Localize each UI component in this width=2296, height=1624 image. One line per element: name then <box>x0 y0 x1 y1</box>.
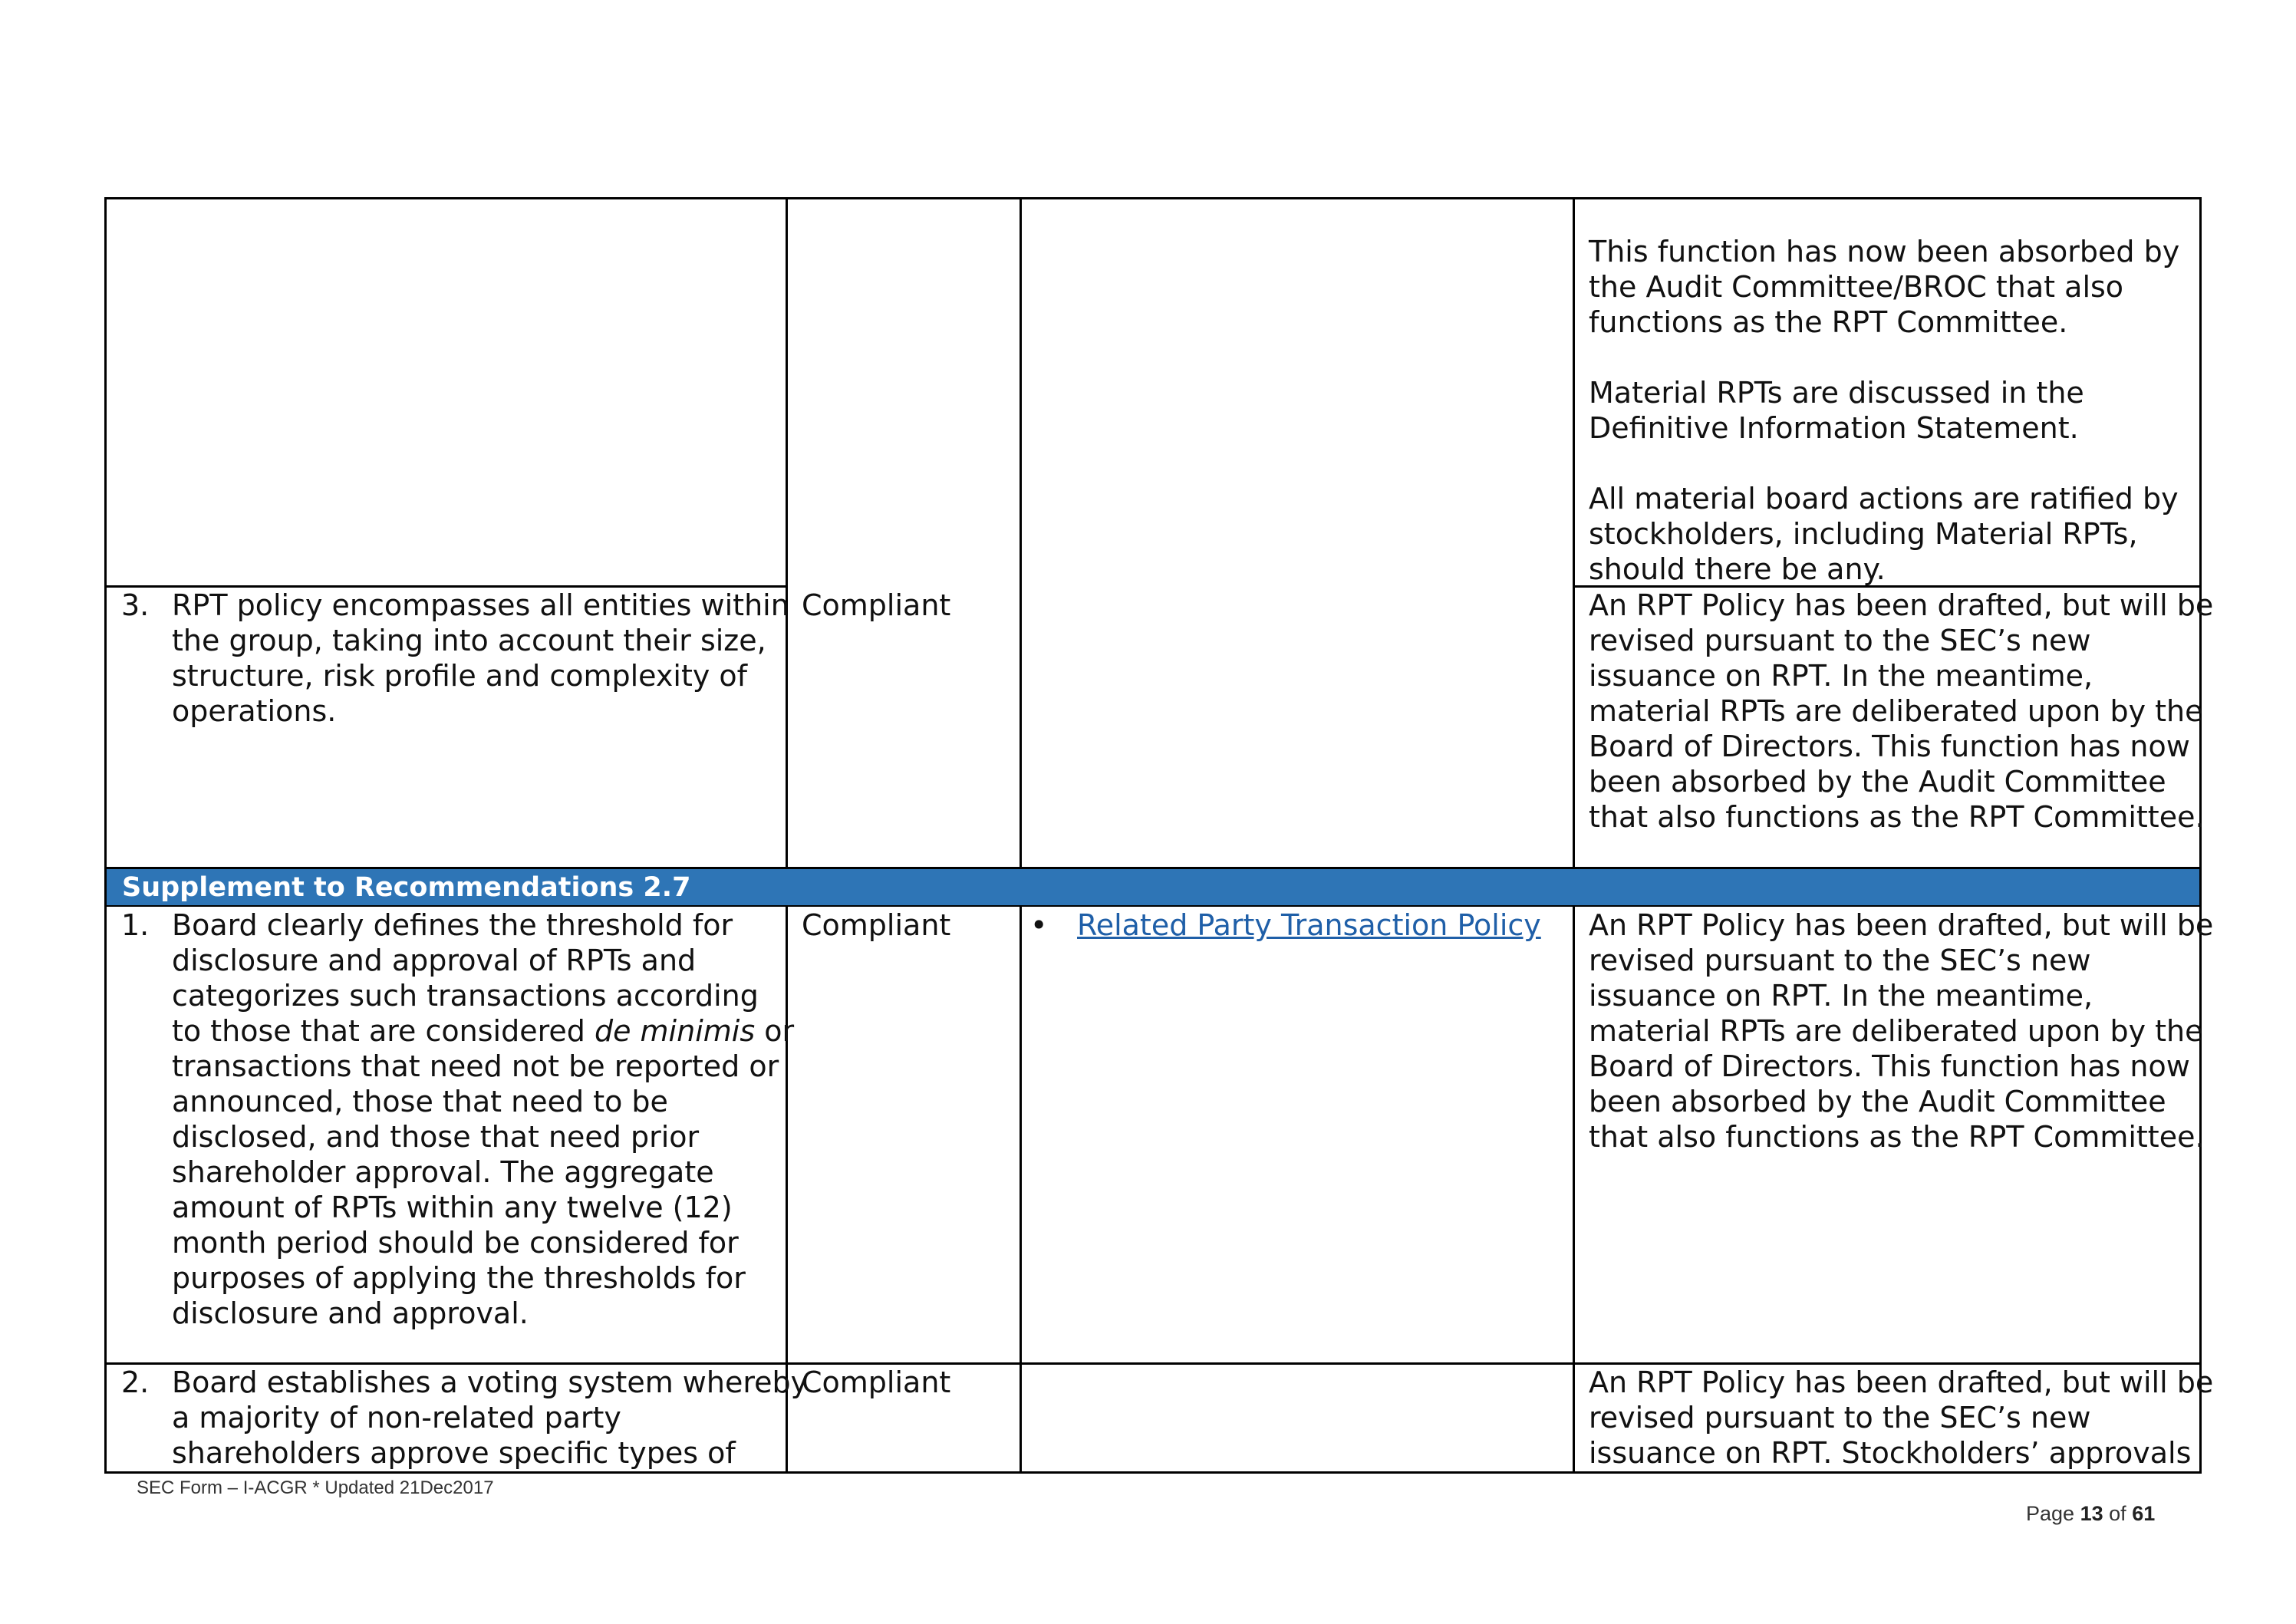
text-line: Board establishes a voting system whereby <box>172 1365 809 1399</box>
column-divider-1 <box>786 197 788 869</box>
text-line: that also functions as the RPT Committee. <box>1589 800 2205 834</box>
text-line: shareholders approve specific types of <box>172 1436 736 1470</box>
text-line: should there be any. <box>1589 552 1886 586</box>
text-line: revised pursuant to the SEC’s new <box>1589 944 2091 977</box>
text-line: material RPTs are deliberated upon by the <box>1589 1014 2203 1048</box>
section-header-band <box>107 869 2199 905</box>
compliance-status: Compliant <box>802 908 951 942</box>
text-line: disclosure and approval of RPTs and <box>172 944 697 977</box>
compliance-status: Compliant <box>802 588 951 622</box>
text-line: Material RPTs are discussed in the <box>1589 376 2084 410</box>
text-line: stockholders, including Material RPTs, <box>1589 517 2138 551</box>
item-text <box>172 908 794 1331</box>
column-divider-2 <box>1020 197 1022 869</box>
italic-term: de minimis <box>594 1014 756 1048</box>
table-border-left <box>104 197 107 1474</box>
bullet-icon: • <box>1030 908 1048 942</box>
text-line: transactions that need not be reported or <box>172 1049 779 1083</box>
text-line: month period should be considered for <box>172 1226 739 1260</box>
text-line: An RPT Policy has been drafted, but will be <box>1589 908 2214 942</box>
text-line: operations. <box>172 694 337 728</box>
text-line: categorizes such transactions according <box>172 979 759 1013</box>
text-line: Board clearly defines the threshold for <box>172 908 733 942</box>
item-number: 3. <box>121 588 150 622</box>
text-line: Definitive Information Statement. <box>1589 411 2079 445</box>
text-line: the Audit Committee/BROC that also <box>1589 270 2124 304</box>
text-fragment: to those that are considered <box>172 1014 595 1048</box>
text-line: been absorbed by the Audit Committee <box>1589 765 2166 799</box>
text-line: RPT policy encompasses all entities within <box>172 588 789 622</box>
continued-explanation <box>1589 234 2179 587</box>
text-line: shareholder approval. The aggregate <box>172 1155 714 1189</box>
text-line: This function has now been absorbed by <box>1589 235 2180 268</box>
text-line: purposes of applying the thresholds for <box>172 1261 746 1295</box>
table-border-bottom <box>104 1471 2202 1474</box>
page-total: 61 <box>2132 1502 2156 1525</box>
text-fragment: or <box>755 1014 795 1048</box>
text-line: Board of Directors. This function has now <box>1589 730 2190 763</box>
form-footer-label: SEC Form – I-ACGR * Updated 21Dec2017 <box>137 1477 494 1498</box>
text-line: structure, risk profile and complexity of <box>172 659 748 693</box>
text-line: revised pursuant to the SEC’s new <box>1589 624 2091 657</box>
section-header-title: Supplement to Recommendations 2.7 <box>122 872 691 903</box>
column-divider-3 <box>1573 197 1575 869</box>
table-border-right <box>2199 197 2202 1474</box>
text-line: amount of RPTs within any twelve (12) <box>172 1191 733 1224</box>
related-party-policy-link[interactable]: Related Party Transaction Policy <box>1077 908 1541 942</box>
explanation <box>1589 588 2213 835</box>
text-line: a majority of non-related party <box>172 1401 621 1435</box>
text-line: All material board actions are ratified by <box>1589 482 2179 516</box>
text-line: issuance on RPT. In the meantime, <box>1589 659 2093 693</box>
text-line: the group, taking into account their size, <box>172 624 766 657</box>
compliance-status: Compliant <box>802 1365 951 1399</box>
item-number: 1. <box>121 908 150 942</box>
explanation <box>1589 1365 2213 1471</box>
text-line: disclosure and approval. <box>172 1296 529 1330</box>
table-border-top <box>104 197 2202 199</box>
text-line: functions as the RPT Committee. <box>1589 305 2068 339</box>
text-line: announced, those that need to be <box>172 1085 668 1118</box>
explanation <box>1589 908 2213 1155</box>
text-line: material RPTs are deliberated upon by the <box>1589 694 2203 728</box>
page-current: 13 <box>2080 1502 2103 1525</box>
text-line: issuance on RPT. In the meantime, <box>1589 979 2093 1013</box>
column-divider-2 <box>1020 905 1022 1474</box>
text-line: been absorbed by the Audit Committee <box>1589 1085 2166 1118</box>
text-line: issuance on RPT. Stockholders’ approvals <box>1589 1436 2192 1470</box>
item-number: 2. <box>121 1365 150 1399</box>
page-word: Page <box>2026 1502 2075 1525</box>
text-line: that also functions as the RPT Committee. <box>1589 1120 2205 1154</box>
text-line: revised pursuant to the SEC’s new <box>1589 1401 2091 1435</box>
item-text <box>172 1365 808 1471</box>
item-text <box>172 588 789 729</box>
text-line: disclosed, and those that need prior <box>172 1120 700 1154</box>
text-line: Board of Directors. This function has now <box>1589 1049 2190 1083</box>
column-divider-3 <box>1573 905 1575 1474</box>
page-of: of <box>2109 1502 2126 1525</box>
page-number <box>2026 1502 2155 1526</box>
text-line: An RPT Policy has been drafted, but will be <box>1589 1365 2214 1399</box>
text-line: An RPT Policy has been drafted, but will be <box>1589 588 2214 622</box>
text-line <box>172 1013 794 1049</box>
